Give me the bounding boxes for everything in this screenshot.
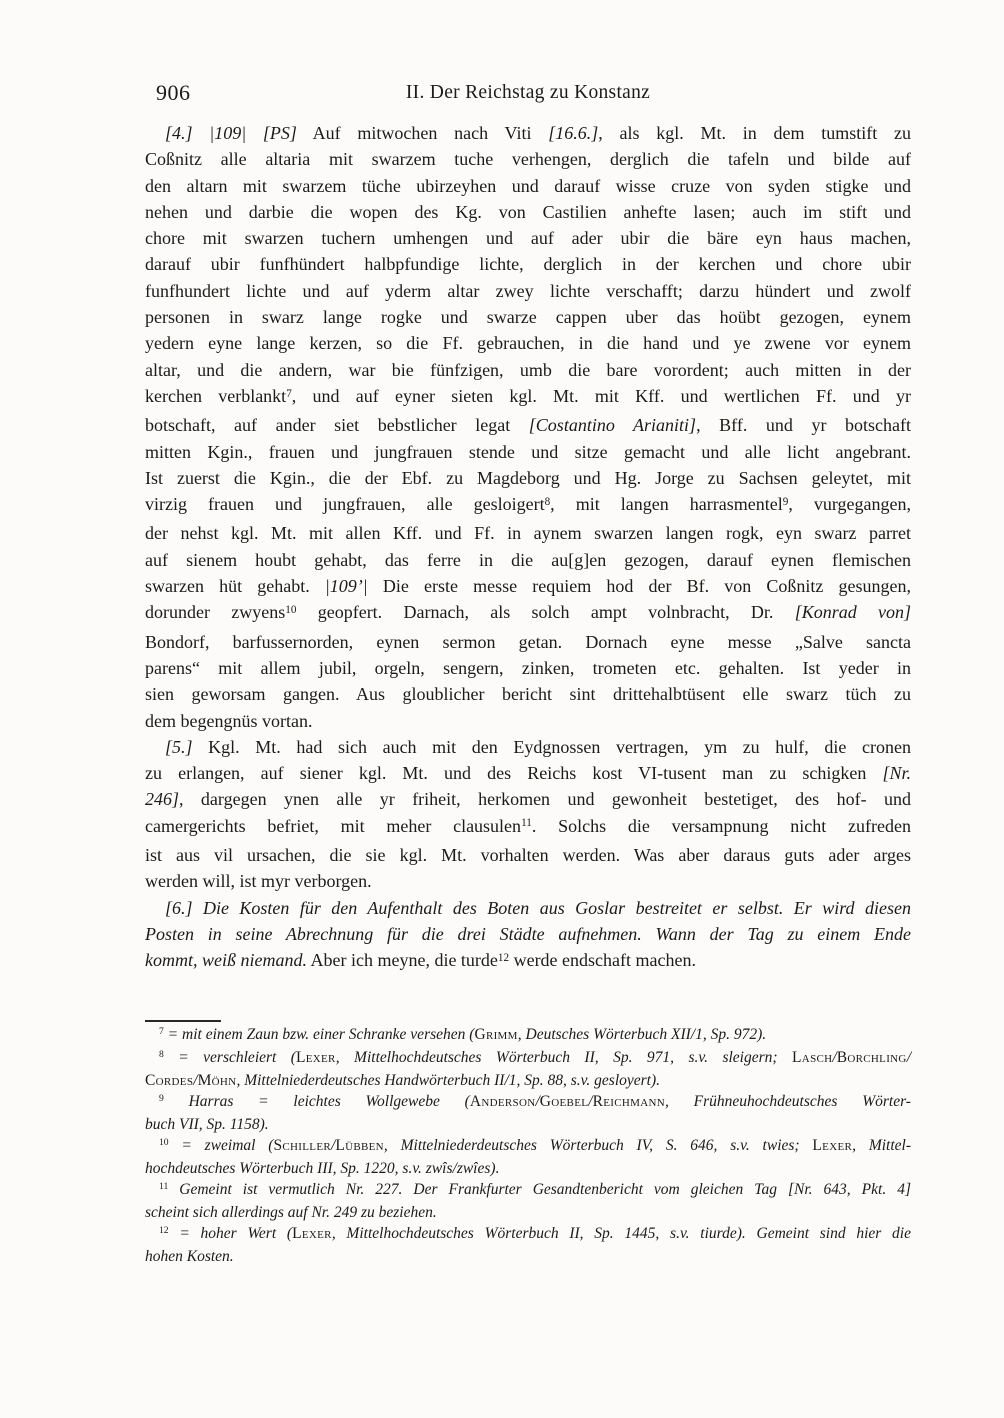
footnote-marker: 11 [521,817,532,830]
footnote-marker: 9 [159,1093,164,1105]
page-number: 906 [156,80,191,105]
footnote-marker: 8 [544,495,551,508]
footnote-marker: 12 [159,1225,169,1237]
footnote-separator [145,1020,221,1022]
text-line: Posten in seine Abrechnung für die drei Städte aufnehmen. Wann der Tag zu einem Ende [145,923,911,944]
footnote-line: $^7$ = mit einem Zaun bzw. einer Schranke versehen (Grimm, Deutsches Wörterbuch XII/1, Sp. 972). [159,1026,767,1043]
footnote-marker: 8 [159,1049,164,1061]
text-line: altar, und die andern, war bie fünfzigen, umb die bare vorordent; auch mitten in der [145,359,911,380]
footnote-marker: 10 [159,1137,169,1149]
text-line: der nehst kgl. Mt. mit allen Kff. und Ff. in aynem swarzen langen rogk, eyn swarz parret [145,523,911,544]
text-line: den altarn mit swarzem tüche ubirzeyhen und darauf wisse cruze von syden stigke und [145,175,911,196]
text-line: virzig frauen und jungfrauen, alle gesloigert$^8$, mit langen harrasmentel$^9$, vurgegangen, [145,494,911,515]
text-line: botschaft, auf ander siet bebstlicher legat [Costantino Arianiti], Bff. und yr botschaft [145,415,911,436]
footnote-line: hohen Kosten. [145,1248,234,1265]
text-line: camergerichts befriet, mit meher clausulen$^{11}$. Solchs die versampnung nicht zufreden [145,815,912,836]
page-header [145,81,911,107]
footnote-marker: 11 [159,1181,169,1193]
text-line: Ist zuerst die Kgin., die der Ebf. zu Magdeborg und Hg. Jorge zu Sachsen geleytet, mit [145,467,911,488]
footnote-line: $^{12}$ = hoher Wert (Lexer, Mittelhochdeutsches Wörterbuch II, Sp. 1445, s.v. tiurde). Gemeint sind hier die [159,1225,911,1242]
text-line: chore mit swarzen tuchern umhengen und auf ader ubir die bäre eyn haus machen, [145,228,911,249]
footnote-line: Cordes/Möhn, Mittelniederdeutsches Handwörterbuch II/1, Sp. 88, s.v. gesloyert). [145,1072,661,1089]
footnote-line: $^9$ Harras = leichtes Wollgewebe (Anderson/Goebel/Reichmann, Frühneuhochdeutsches Wörter- [159,1093,911,1110]
text-line: funfhundert lichte und auf yderm altar zwey lichte verschafft; darzu hündert und zwolf [145,280,911,301]
text-line: zu erlangen, auf siener kgl. Mt. und des Reichs kost VI-tusent man zu schigken [Nr. [145,763,911,784]
footnote-marker: 7 [159,1026,164,1038]
text-line: [5.] Kgl. Mt. had sich auch mit den Eydgnossen vertragen, ym zu hulf, die cronen [165,736,911,757]
text-line: ist aus vil ursachen, die sie kgl. Mt. vorhalten werden. Was aber daraus guts ader arges [145,845,911,866]
text-line: 246], dargegen ynen alle yr friheit, herkomen und gewonheit bestetiget, des hof- und [145,789,911,810]
footnote-line: $^{11}$ Gemeint ist vermutlich Nr. 227. Der Frankfurter Gesandtenbericht vom gleichen Tag [Nr. 643, Pkt. 4] [159,1181,911,1198]
footnote-line: $^{10}$ = zweimal (Schiller/Lübben, Mittelniederdeutsches Wörterbuch IV, S. 646, s.v. twies; Lexer, Mittel- [159,1137,912,1154]
footnote-marker: 12 [497,951,510,964]
text-line: werden will, ist myr verborgen. [145,871,372,892]
footnote-line: hochdeutsches Wörterbuch III, Sp. 1220, s.v. zwîs/zwîes). [145,1160,500,1177]
text-line: Coßnitz alle altaria mit swarzem tuche verhengen, derglich die tafeln und bilde auf [145,149,911,170]
text-line: sien geworsam gangen. Aus gloublicher bericht sint drittehalbtüsent elle swarz tüch zu [145,684,911,705]
text-line: dorunder zwyens$^{10}$ geopfert. Darnach, als solch ampt volnbracht, Dr. [Konrad von] [145,602,911,623]
text-line: mitten Kgin., frauen und jungfrauen stende und sitze gemacht und alle licht angebrant. [145,441,911,462]
text-line: [6.] Die Kosten für den Aufenthalt des Boten aus Goslar bestreitet er selbst. Er wird diesen [165,897,911,918]
footnotes-section [145,1024,911,1267]
text-line: yedern eyne lange kerzen, so die Ff. gebrauchen, in die hand und ye zwene vor eynem [145,333,911,354]
running-head: II. Der Reichstag zu Konstanz [405,82,651,103]
footnote-marker: 9 [782,495,789,508]
text-line: [4.] |109| [PS] Auf mitwochen nach Viti [16.6.], als kgl. Mt. in dem tumstift zu [165,123,911,143]
text-line: personen in swarz lange rogke und swarze cappen uber das hoübt gezogen, eynem [145,307,911,328]
footnote-marker: 10 [285,604,297,616]
text-line: nehen und darbie die wopen des Kg. von Castilien anhefte lasen; auch im stift und [145,201,911,222]
footnote-line: $^8$ = verschleiert (Lexer, Mittelhochdeutsches Wörterbuch II, Sp. 971, s.v. sleigern; Lasch/Borchling/ [159,1049,911,1066]
footnote-line: buch VII, Sp. 1158). [145,1116,269,1133]
main-text [145,120,911,977]
footnote-marker: 7 [286,387,292,400]
text-line: darauf ubir funfhündert halbpfundige lichte, derglich in der kerchen und chore ubir [145,254,911,275]
text-line: Bondorf, barfussernorden, eynen sermon getan. Dornach eyne messe „Salve sancta [145,631,911,652]
footnote-line: scheint sich allerdings auf Nr. 249 zu beziehen. [145,1204,437,1221]
text-line: kerchen verblankt$^7$, und auf eyner sieten kgl. Mt. mit Kff. und wertlichen Ff. und yr [145,385,912,406]
text-line: parens“ mit allem jubil, orgeln, sengern, zinken, trometen etc. gehalten. Ist yeder in [145,657,911,678]
text-line: kommt, weiß niemand. Aber ich meyne, die turde$^{12}$ werde endschaft machen. [145,950,696,971]
text-line: auf sienem houbt gehabt, das ferre in die au[g]en gezogen, darauf eynen flemischen [145,549,911,570]
text-line: dem begengnüs vortan. [145,710,313,731]
text-line: swarzen hüt gehabt. |109’| Die erste messe requiem hod der Bf. von Coßnitz gesungen, [145,576,911,597]
